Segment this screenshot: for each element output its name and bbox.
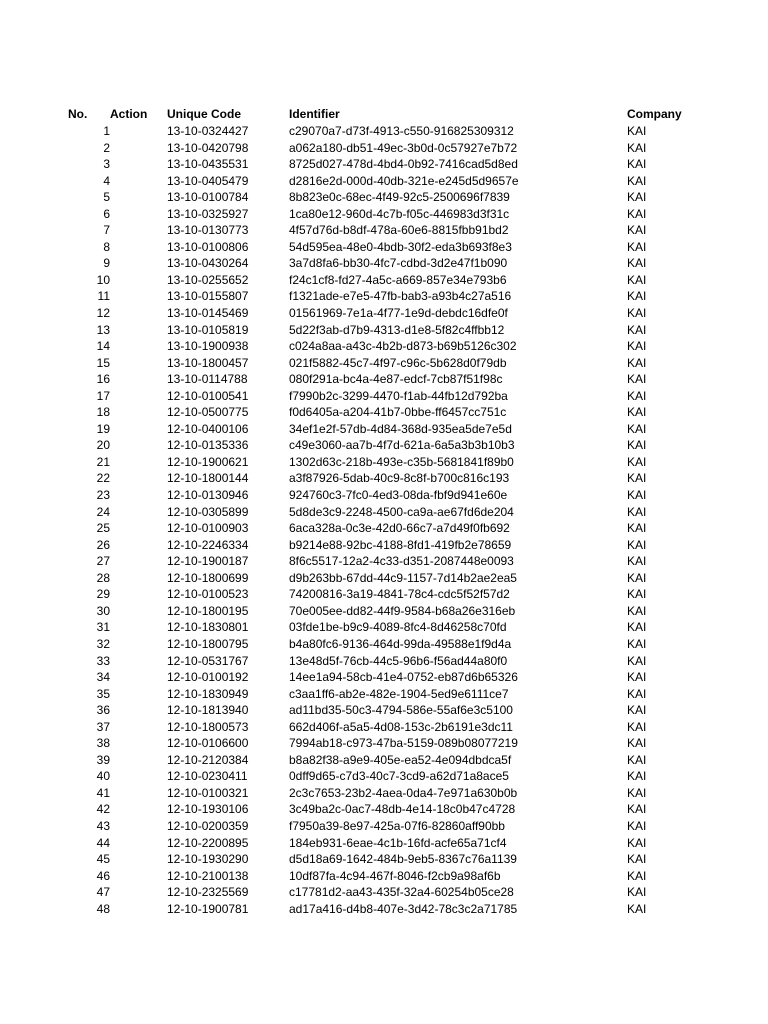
row-identifier: 2c3c7653-23b2-4aea-0da4-7e971a630b0b bbox=[289, 785, 518, 800]
row-number: 36 bbox=[96, 703, 110, 718]
row-identifier: 0dff9d65-c7d3-40c7-3cd9-a62d71a8ace5 bbox=[289, 769, 509, 784]
row-unique-code: 12-10-2325569 bbox=[167, 885, 249, 900]
row-number: 24 bbox=[96, 504, 110, 519]
row-unique-code: 12-10-1800573 bbox=[167, 719, 249, 734]
row-number: 3 bbox=[103, 157, 110, 172]
row-unique-code: 12-10-1800699 bbox=[167, 570, 249, 585]
row-unique-code: 13-10-0430264 bbox=[167, 256, 249, 271]
row-identifier: ad11bd35-50c3-4794-586e-55af6e3c5100 bbox=[289, 703, 513, 718]
row-company: KAI bbox=[627, 256, 647, 271]
row-company: KAI bbox=[627, 686, 647, 701]
row-identifier: 184eb931-6eae-4c1b-16fd-acfe65a71cf4 bbox=[289, 835, 507, 850]
table-row bbox=[0, 669, 768, 686]
row-unique-code: 12-10-0100541 bbox=[167, 388, 249, 403]
row-identifier: 924760c3-7fc0-4ed3-08da-fbf9d941e60e bbox=[289, 488, 508, 503]
row-number: 21 bbox=[96, 454, 110, 469]
table-row bbox=[0, 222, 768, 239]
row-company: KAI bbox=[627, 636, 647, 651]
row-company: KAI bbox=[627, 157, 647, 172]
row-unique-code: 12-10-0200359 bbox=[167, 818, 249, 833]
row-number: 25 bbox=[96, 521, 110, 536]
row-company: KAI bbox=[627, 388, 647, 403]
row-number: 48 bbox=[96, 901, 110, 916]
row-number: 13 bbox=[96, 322, 110, 337]
row-unique-code: 12-10-0230411 bbox=[167, 769, 248, 784]
row-company: KAI bbox=[627, 190, 647, 205]
row-unique-code: 12-10-2100138 bbox=[167, 868, 249, 883]
row-number: 8 bbox=[103, 239, 110, 254]
row-company: KAI bbox=[627, 438, 647, 453]
table-row bbox=[0, 404, 768, 421]
row-unique-code: 13-10-0145469 bbox=[167, 306, 249, 321]
table-row bbox=[0, 735, 768, 752]
row-identifier: 03fde1be-b9c9-4089-8fc4-8d46258c70fd bbox=[289, 620, 507, 635]
row-number: 6 bbox=[103, 206, 110, 221]
row-number: 33 bbox=[96, 653, 110, 668]
row-unique-code: 12-10-1930290 bbox=[167, 852, 249, 867]
row-number: 23 bbox=[96, 488, 110, 503]
row-identifier: b4a80fc6-9136-464d-99da-49588e1f9d4a bbox=[289, 636, 512, 651]
row-company: KAI bbox=[627, 339, 647, 354]
row-number: 29 bbox=[96, 587, 110, 602]
row-number: 42 bbox=[96, 802, 110, 817]
row-identifier: b9214e88-92bc-4188-8fd1-419fb2e78659 bbox=[289, 537, 512, 552]
row-identifier: a062a180-db51-49ec-3b0d-0c57927e7b72 bbox=[289, 140, 518, 155]
row-unique-code: 12-10-0135336 bbox=[167, 438, 249, 453]
row-identifier: 021f5882-45c7-4f97-c96c-5b628d0f79db bbox=[289, 355, 507, 370]
row-number: 22 bbox=[96, 471, 110, 486]
row-unique-code: 13-10-0435531 bbox=[167, 157, 249, 172]
row-unique-code: 13-10-0405479 bbox=[167, 173, 249, 188]
row-unique-code: 12-10-1800144 bbox=[167, 471, 249, 486]
row-identifier: c3aa1ff6-ab2e-482e-1904-5ed9e6111ce7 bbox=[289, 686, 509, 701]
row-company: KAI bbox=[627, 852, 647, 867]
table-row bbox=[0, 586, 768, 603]
table-row bbox=[0, 801, 768, 818]
table-row bbox=[0, 470, 768, 487]
row-company: KAI bbox=[627, 802, 647, 817]
row-number: 37 bbox=[96, 719, 110, 734]
row-unique-code: 12-10-2200895 bbox=[167, 835, 249, 850]
row-company: KAI bbox=[627, 769, 647, 784]
row-unique-code: 12-10-1900621 bbox=[167, 454, 249, 469]
row-unique-code: 12-10-1830801 bbox=[167, 620, 249, 635]
row-number: 28 bbox=[96, 570, 110, 585]
table-row bbox=[0, 454, 768, 471]
table-row bbox=[0, 686, 768, 703]
row-unique-code: 13-10-0325927 bbox=[167, 206, 249, 221]
row-unique-code: 12-10-0106600 bbox=[167, 736, 249, 751]
row-identifier: 14ee1a94-58cb-41e4-0752-eb87d6b65326 bbox=[289, 670, 518, 685]
row-number: 31 bbox=[96, 620, 110, 635]
row-company: KAI bbox=[627, 355, 647, 370]
row-company: KAI bbox=[627, 736, 647, 751]
row-unique-code: 13-10-0100806 bbox=[167, 239, 249, 254]
row-identifier: f7950a39-8e97-425a-07f6-82860aff90bb bbox=[289, 818, 505, 833]
row-number: 10 bbox=[96, 272, 110, 287]
row-identifier: c024a8aa-a43c-4b2b-d873-b69b5126c302 bbox=[289, 339, 517, 354]
table-row bbox=[0, 437, 768, 454]
row-identifier: 8f6c5517-12a2-4c33-d351-2087448e0093 bbox=[289, 554, 514, 569]
row-company: KAI bbox=[627, 587, 647, 602]
table-row bbox=[0, 288, 768, 305]
header-unique-code: Unique Code bbox=[167, 107, 241, 121]
row-unique-code: 13-10-1900938 bbox=[167, 339, 249, 354]
row-company: KAI bbox=[627, 554, 647, 569]
row-identifier: 10df87fa-4c94-467f-8046-f2cb9a98af6b bbox=[289, 868, 501, 883]
row-identifier: f7990b2c-3299-4470-f1ab-44fb12d792ba bbox=[289, 388, 508, 403]
row-company: KAI bbox=[627, 603, 647, 618]
table-header-row bbox=[0, 105, 768, 123]
row-identifier: 4f57d76d-b8df-478a-60e6-8815fbb91bd2 bbox=[289, 223, 509, 238]
data-table bbox=[0, 105, 768, 917]
row-company: KAI bbox=[627, 140, 647, 155]
row-number: 20 bbox=[96, 438, 110, 453]
table-row bbox=[0, 901, 768, 918]
row-unique-code: 12-10-1930106 bbox=[167, 802, 249, 817]
table-row bbox=[0, 388, 768, 405]
row-number: 1 bbox=[103, 124, 110, 138]
row-identifier: b8a82f38-a9e9-405e-ea52-4e094dbdca5f bbox=[289, 752, 512, 767]
row-unique-code: 12-10-0100192 bbox=[167, 670, 249, 685]
table-row bbox=[0, 305, 768, 322]
row-identifier: 080f291a-bc4a-4e87-edcf-7cb87f51f98c bbox=[289, 372, 503, 387]
header-action: Action bbox=[110, 107, 148, 121]
row-identifier: c29070a7-d73f-4913-c550-916825309312 bbox=[289, 124, 514, 138]
row-unique-code: 12-10-1830949 bbox=[167, 686, 249, 701]
table-row bbox=[0, 835, 768, 852]
row-identifier: 6aca328a-0c3e-42d0-66c7-a7d49f0fb692 bbox=[289, 521, 510, 536]
table-row bbox=[0, 818, 768, 835]
row-unique-code: 13-10-0255652 bbox=[167, 272, 249, 287]
table-row bbox=[0, 272, 768, 289]
row-company: KAI bbox=[627, 504, 647, 519]
table-row bbox=[0, 851, 768, 868]
table-row bbox=[0, 752, 768, 769]
row-identifier: 3a7d8fa6-bb30-4fc7-cdbd-3d2e47f1b090 bbox=[289, 256, 508, 271]
row-identifier: 3c49ba2c-0ac7-48db-4e14-18c0b47c4728 bbox=[289, 802, 516, 817]
table-row bbox=[0, 322, 768, 339]
row-identifier: 1ca80e12-960d-4c7b-f05c-446983d3f31c bbox=[289, 206, 510, 221]
row-number: 41 bbox=[96, 785, 110, 800]
row-number: 26 bbox=[96, 537, 110, 552]
row-number: 11 bbox=[97, 289, 110, 304]
table-row bbox=[0, 371, 768, 388]
row-identifier: 74200816-3a19-4841-78c4-cdc5f52f57d2 bbox=[289, 587, 510, 602]
row-company: KAI bbox=[627, 272, 647, 287]
row-unique-code: 12-10-0100523 bbox=[167, 587, 249, 602]
table-row bbox=[0, 338, 768, 355]
row-company: KAI bbox=[627, 752, 647, 767]
row-unique-code: 12-10-0130946 bbox=[167, 488, 249, 503]
row-company: KAI bbox=[627, 653, 647, 668]
table-row bbox=[0, 702, 768, 719]
table-row bbox=[0, 520, 768, 537]
row-number: 34 bbox=[96, 670, 110, 685]
row-number: 19 bbox=[96, 421, 110, 436]
row-unique-code: 13-10-0100784 bbox=[167, 190, 249, 205]
row-identifier: 34ef1e2f-57db-4d84-368d-935ea5de7e5d bbox=[289, 421, 512, 436]
table-row bbox=[0, 156, 768, 173]
row-number: 4 bbox=[103, 173, 110, 188]
row-identifier: 1302d63c-218b-493e-c35b-5681841f89b0 bbox=[289, 454, 514, 469]
row-company: KAI bbox=[627, 124, 647, 138]
row-company: KAI bbox=[627, 372, 647, 387]
row-identifier: c17781d2-aa43-435f-32a4-60254b05ce28 bbox=[289, 885, 514, 900]
table-row bbox=[0, 355, 768, 372]
row-number: 7 bbox=[103, 223, 110, 238]
row-company: KAI bbox=[627, 835, 647, 850]
row-unique-code: 13-10-1800457 bbox=[167, 355, 249, 370]
table-row bbox=[0, 421, 768, 438]
row-company: KAI bbox=[627, 818, 647, 833]
table-row bbox=[0, 487, 768, 504]
table-row bbox=[0, 537, 768, 554]
row-unique-code: 13-10-0114788 bbox=[167, 372, 248, 387]
table-row bbox=[0, 653, 768, 670]
row-identifier: 01561969-7e1a-4f77-1e9d-debdc16dfe0f bbox=[289, 306, 508, 321]
header-identifier: Identifier bbox=[289, 107, 340, 121]
row-company: KAI bbox=[627, 488, 647, 503]
row-number: 27 bbox=[96, 554, 110, 569]
table-row bbox=[0, 140, 768, 157]
row-identifier: 662d406f-a5a5-4d08-153c-2b6191e3dc11 bbox=[289, 719, 513, 734]
row-company: KAI bbox=[627, 885, 647, 900]
row-company: KAI bbox=[627, 703, 647, 718]
row-number: 15 bbox=[96, 355, 110, 370]
row-unique-code: 12-10-0500775 bbox=[167, 405, 249, 420]
row-company: KAI bbox=[627, 289, 647, 304]
row-number: 45 bbox=[96, 852, 110, 867]
row-company: KAI bbox=[627, 670, 647, 685]
table-row bbox=[0, 884, 768, 901]
header-no: No. bbox=[68, 107, 88, 121]
table-row bbox=[0, 189, 768, 206]
row-number: 35 bbox=[96, 686, 110, 701]
table-row bbox=[0, 553, 768, 570]
row-number: 30 bbox=[96, 603, 110, 618]
table-row bbox=[0, 785, 768, 802]
row-unique-code: 12-10-2246334 bbox=[167, 537, 249, 552]
row-identifier: 13e48d5f-76cb-44c5-96b6-f56ad44a80f0 bbox=[289, 653, 508, 668]
row-unique-code: 13-10-0130773 bbox=[167, 223, 249, 238]
row-company: KAI bbox=[627, 868, 647, 883]
table-body bbox=[0, 123, 768, 917]
row-number: 9 bbox=[103, 256, 110, 271]
row-identifier: 54d595ea-48e0-4bdb-30f2-eda3b693f8e3 bbox=[289, 239, 512, 254]
row-number: 18 bbox=[96, 405, 110, 420]
row-number: 40 bbox=[96, 769, 110, 784]
row-identifier: c49e3060-aa7b-4f7d-621a-6a5a3b3b10b3 bbox=[289, 438, 515, 453]
row-number: 32 bbox=[96, 636, 110, 651]
row-company: KAI bbox=[627, 454, 647, 469]
row-number: 2 bbox=[103, 140, 110, 155]
row-company: KAI bbox=[627, 206, 647, 221]
row-unique-code: 12-10-1900187 bbox=[167, 554, 249, 569]
row-identifier: 5d8de3c9-2248-4500-ca9a-ae67fd6de204 bbox=[289, 504, 514, 519]
table-row bbox=[0, 239, 768, 256]
table-row bbox=[0, 619, 768, 636]
row-identifier: a3f87926-5dab-40c9-8c8f-b700c816c193 bbox=[289, 471, 510, 486]
row-number: 43 bbox=[96, 818, 110, 833]
row-company: KAI bbox=[627, 537, 647, 552]
row-identifier: d9b263bb-67dd-44c9-1157-7d14b2ae2ea5 bbox=[289, 570, 517, 585]
header-company: Company bbox=[627, 107, 682, 121]
row-company: KAI bbox=[627, 322, 647, 337]
row-company: KAI bbox=[627, 620, 647, 635]
row-identifier: ad17a416-d4b8-407e-3d42-78c3c2a71785 bbox=[289, 901, 518, 916]
row-identifier: 7994ab18-c973-47ba-5159-089b08077219 bbox=[289, 736, 518, 751]
table-row bbox=[0, 570, 768, 587]
row-number: 44 bbox=[96, 835, 110, 850]
row-company: KAI bbox=[627, 521, 647, 536]
row-unique-code: 12-10-0305899 bbox=[167, 504, 249, 519]
table-row bbox=[0, 636, 768, 653]
row-unique-code: 13-10-0324427 bbox=[167, 124, 249, 138]
row-unique-code: 12-10-1800795 bbox=[167, 636, 249, 651]
table-row bbox=[0, 504, 768, 521]
row-company: KAI bbox=[627, 223, 647, 238]
row-company: KAI bbox=[627, 421, 647, 436]
row-company: KAI bbox=[627, 570, 647, 585]
table-row bbox=[0, 603, 768, 620]
row-number: 14 bbox=[96, 339, 110, 354]
row-identifier: f24c1cf8-fd27-4a5c-a669-857e34e793b6 bbox=[289, 272, 507, 287]
row-identifier: d5d18a69-1642-484b-9eb5-8367c76a1139 bbox=[289, 852, 517, 867]
row-company: KAI bbox=[627, 239, 647, 254]
row-identifier: f1321ade-e7e5-47fb-bab3-a93b4c27a516 bbox=[289, 289, 512, 304]
row-number: 5 bbox=[103, 190, 110, 205]
table-row bbox=[0, 255, 768, 272]
row-company: KAI bbox=[627, 901, 647, 916]
row-number: 38 bbox=[96, 736, 110, 751]
row-number: 12 bbox=[96, 306, 110, 321]
row-identifier: 8b823e0c-68ec-4f49-92c5-2500696f7839 bbox=[289, 190, 510, 205]
row-number: 39 bbox=[96, 752, 110, 767]
table-row bbox=[0, 868, 768, 885]
row-number: 17 bbox=[96, 388, 110, 403]
row-identifier: 8725d027-478d-4bd4-0b92-7416cad5d8ed bbox=[289, 157, 518, 172]
row-unique-code: 12-10-0100903 bbox=[167, 521, 249, 536]
row-number: 47 bbox=[96, 885, 110, 900]
row-company: KAI bbox=[627, 405, 647, 420]
row-unique-code: 13-10-0155807 bbox=[167, 289, 249, 304]
row-identifier: 5d22f3ab-d7b9-4313-d1e8-5f82c4ffbb12 bbox=[289, 322, 505, 337]
row-unique-code: 12-10-0531767 bbox=[167, 653, 249, 668]
row-unique-code: 12-10-2120384 bbox=[167, 752, 249, 767]
table-row bbox=[0, 719, 768, 736]
row-identifier: f0d6405a-a204-41b7-0bbe-ff6457cc751c bbox=[289, 405, 507, 420]
table-row bbox=[0, 173, 768, 190]
row-unique-code: 12-10-1900781 bbox=[167, 901, 249, 916]
row-unique-code: 12-10-1800195 bbox=[167, 603, 249, 618]
row-number: 16 bbox=[96, 372, 110, 387]
row-unique-code: 12-10-0400106 bbox=[167, 421, 249, 436]
row-company: KAI bbox=[627, 471, 647, 486]
row-company: KAI bbox=[627, 306, 647, 321]
table-row bbox=[0, 768, 768, 785]
row-unique-code: 13-10-0105819 bbox=[167, 322, 249, 337]
row-identifier: d2816e2d-000d-40db-321e-e245d5d9657e bbox=[289, 173, 519, 188]
table-row bbox=[0, 123, 768, 140]
row-company: KAI bbox=[627, 719, 647, 734]
row-identifier: 70e005ee-dd82-44f9-9584-b68a26e316eb bbox=[289, 603, 516, 618]
row-company: KAI bbox=[627, 785, 647, 800]
table-row bbox=[0, 206, 768, 223]
row-unique-code: 12-10-1813940 bbox=[167, 703, 249, 718]
row-company: KAI bbox=[627, 173, 647, 188]
row-unique-code: 13-10-0420798 bbox=[167, 140, 249, 155]
row-unique-code: 12-10-0100321 bbox=[167, 785, 249, 800]
row-number: 46 bbox=[96, 868, 110, 883]
